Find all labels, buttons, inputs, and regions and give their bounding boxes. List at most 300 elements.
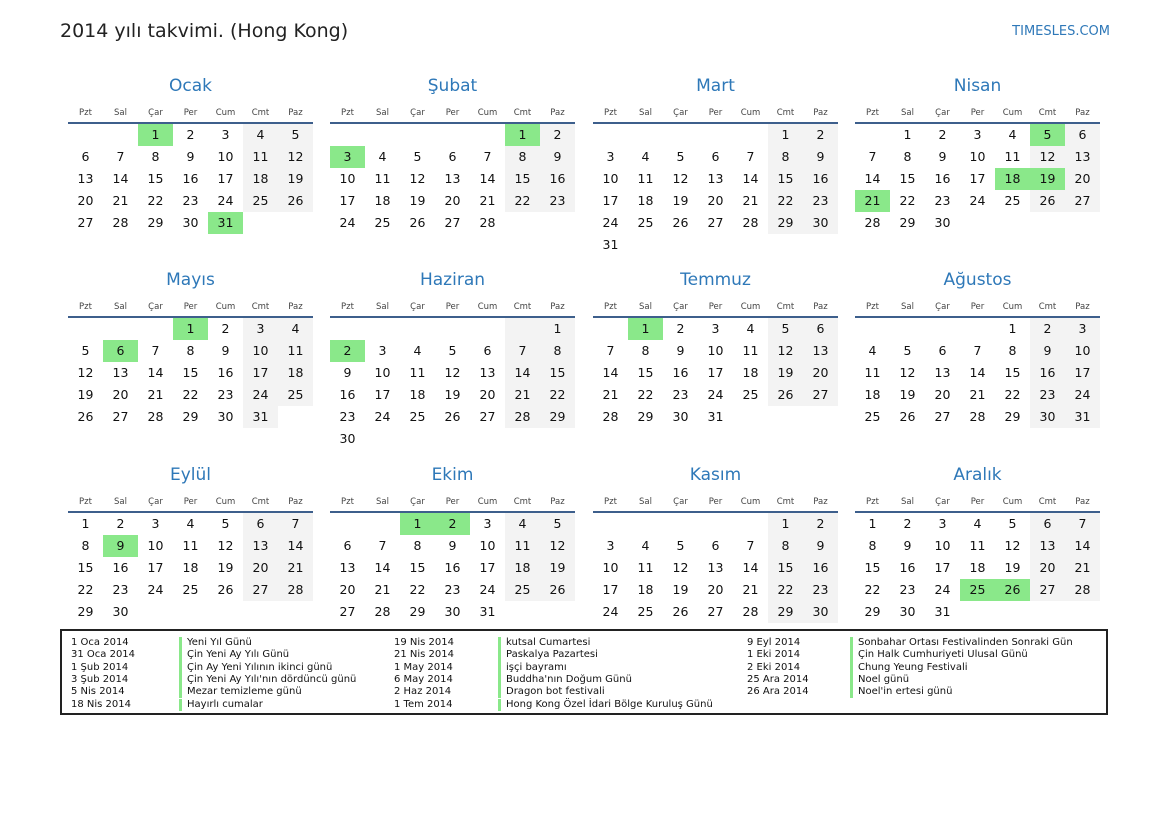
empty-cell bbox=[278, 601, 313, 623]
empty-cell bbox=[365, 513, 400, 535]
day-cell: 22 bbox=[637, 387, 654, 402]
legend-holiday-name: Paskalya Pazartesi bbox=[498, 649, 598, 661]
weekday-label: Paz bbox=[550, 108, 565, 118]
day-cell: 21 bbox=[479, 193, 496, 208]
day-cell: 1 bbox=[505, 124, 540, 146]
weekday-label: Pzt bbox=[866, 108, 879, 118]
day-cell: 11 bbox=[374, 171, 391, 186]
day-cell: 10 bbox=[479, 538, 496, 553]
day-cell: 16 bbox=[899, 560, 916, 575]
day-cell: 23 bbox=[182, 193, 199, 208]
day-cell: 4 bbox=[1008, 127, 1017, 142]
day-cell: 2 bbox=[186, 127, 195, 142]
weekday-header bbox=[330, 493, 575, 513]
empty-cell bbox=[400, 428, 435, 450]
day-cell: 15 bbox=[182, 365, 199, 380]
legend-holiday-name: Hong Kong Özel İdari Bölge Kuruluş Günü bbox=[498, 699, 713, 711]
day-cell: 18 bbox=[742, 365, 759, 380]
empty-cell bbox=[1030, 212, 1065, 234]
day-cell: 27 bbox=[707, 215, 724, 230]
month-name: Eylül bbox=[169, 465, 212, 485]
day-cell: 19 bbox=[540, 557, 575, 579]
legend-date: 2 Haz 2014 bbox=[394, 686, 452, 698]
day-cell: 30 bbox=[672, 409, 689, 424]
day-cell: 30 bbox=[803, 601, 838, 623]
legend-holiday-name: Hayırlı cumalar bbox=[179, 699, 263, 711]
month-3 bbox=[593, 72, 838, 256]
weekday-header bbox=[330, 104, 575, 124]
day-cell: 19 bbox=[444, 387, 461, 402]
legend-holiday-name: Mezar temizleme günü bbox=[179, 686, 302, 698]
legend-holiday-name: Noel'in ertesi günü bbox=[850, 686, 952, 698]
day-cell: 2 bbox=[676, 321, 685, 336]
day-cell: 17 bbox=[479, 560, 496, 575]
month-name: Şubat bbox=[427, 76, 478, 96]
day-cell: 11 bbox=[637, 560, 654, 575]
weekday-header bbox=[68, 493, 313, 513]
weekday-header bbox=[593, 298, 838, 318]
day-cell: 23 bbox=[803, 190, 838, 212]
weekday-label: Paz bbox=[288, 497, 303, 507]
day-cell: 18 bbox=[995, 168, 1030, 190]
weekday-header bbox=[593, 493, 838, 513]
month-name: Kasım bbox=[689, 465, 742, 485]
day-cell: 30 bbox=[112, 604, 129, 619]
day-cell: 27 bbox=[1065, 190, 1100, 212]
day-cell: 24 bbox=[374, 409, 391, 424]
weekday-header bbox=[68, 104, 313, 124]
day-cell: 6 bbox=[243, 513, 278, 535]
weekday-label: Pzt bbox=[341, 497, 354, 507]
day-cell: 8 bbox=[151, 149, 160, 164]
weekday-label: Cum bbox=[740, 108, 761, 118]
day-cell: 31 bbox=[707, 409, 724, 424]
weekday-label: Paz bbox=[813, 497, 828, 507]
day-cell: 12 bbox=[1030, 146, 1065, 168]
day-cell: 24 bbox=[969, 193, 986, 208]
day-cell: 23 bbox=[217, 387, 234, 402]
day-cell: 8 bbox=[540, 340, 575, 362]
day-cell: 11 bbox=[864, 365, 881, 380]
day-cell: 18 bbox=[182, 560, 199, 575]
empty-cell bbox=[855, 124, 890, 146]
day-cell: 15 bbox=[768, 168, 803, 190]
legend-date: 5 Nis 2014 bbox=[71, 686, 125, 698]
weekday-label: Per bbox=[183, 302, 198, 312]
day-cell: 21 bbox=[602, 387, 619, 402]
day-cell: 26 bbox=[672, 604, 689, 619]
day-cell: 14 bbox=[278, 535, 313, 557]
day-cell: 24 bbox=[243, 384, 278, 406]
day-cell: 11 bbox=[182, 538, 199, 553]
day-grid bbox=[593, 124, 838, 256]
empty-cell bbox=[243, 601, 278, 623]
empty-cell bbox=[593, 318, 628, 340]
day-cell: 23 bbox=[672, 387, 689, 402]
day-cell: 17 bbox=[217, 171, 234, 186]
day-cell: 19 bbox=[1004, 560, 1021, 575]
day-cell: 26 bbox=[444, 409, 461, 424]
weekday-label: Sal bbox=[114, 497, 127, 507]
day-cell: 6 bbox=[483, 343, 492, 358]
empty-cell bbox=[470, 124, 505, 146]
day-cell: 24 bbox=[602, 604, 619, 619]
day-cell: 13 bbox=[112, 365, 129, 380]
day-grid bbox=[593, 318, 838, 428]
day-cell: 2 bbox=[803, 513, 838, 535]
day-cell: 21 bbox=[505, 384, 540, 406]
weekday-label: Cum bbox=[215, 497, 236, 507]
day-cell: 8 bbox=[81, 538, 90, 553]
day-cell: 10 bbox=[339, 171, 356, 186]
day-cell: 20 bbox=[1065, 168, 1100, 190]
day-cell: 24 bbox=[707, 387, 724, 402]
day-cell: 12 bbox=[278, 146, 313, 168]
day-cell: 29 bbox=[864, 604, 881, 619]
day-cell: 17 bbox=[243, 362, 278, 384]
empty-cell bbox=[68, 318, 103, 340]
day-grid bbox=[68, 124, 313, 234]
weekday-label: Sal bbox=[901, 108, 914, 118]
day-cell: 5 bbox=[278, 124, 313, 146]
day-cell: 27 bbox=[77, 215, 94, 230]
day-cell: 13 bbox=[934, 365, 951, 380]
empty-cell bbox=[663, 124, 698, 146]
empty-cell bbox=[733, 124, 768, 146]
day-cell: 3 bbox=[1065, 318, 1100, 340]
month-name: Ocak bbox=[169, 76, 212, 96]
weekday-label: Pzt bbox=[604, 108, 617, 118]
day-grid bbox=[855, 318, 1100, 428]
legend-date: 2 Eki 2014 bbox=[747, 661, 801, 673]
legend-holiday-name: Yeni Yıl Günü bbox=[179, 637, 252, 649]
holiday-legend bbox=[60, 629, 1108, 715]
day-cell: 18 bbox=[969, 560, 986, 575]
day-cell: 2 bbox=[938, 127, 947, 142]
weekday-label: Sal bbox=[376, 302, 389, 312]
day-cell: 4 bbox=[746, 321, 755, 336]
day-cell: 8 bbox=[903, 149, 912, 164]
weekday-label: Per bbox=[445, 302, 460, 312]
day-cell: 4 bbox=[186, 516, 195, 531]
legend-date: 6 May 2014 bbox=[394, 673, 453, 685]
month-11 bbox=[593, 461, 838, 623]
empty-cell bbox=[365, 124, 400, 146]
day-cell: 14 bbox=[1065, 535, 1100, 557]
weekday-header bbox=[330, 298, 575, 318]
day-cell: 20 bbox=[803, 362, 838, 384]
day-cell: 20 bbox=[112, 387, 129, 402]
day-cell: 28 bbox=[112, 215, 129, 230]
day-cell: 12 bbox=[672, 171, 689, 186]
month-name: Temmuz bbox=[680, 270, 751, 290]
day-cell: 21 bbox=[112, 193, 129, 208]
day-cell: 3 bbox=[378, 343, 387, 358]
weekday-label: Sal bbox=[376, 497, 389, 507]
day-cell: 31 bbox=[934, 604, 951, 619]
day-cell: 7 bbox=[278, 513, 313, 535]
legend-date: 1 May 2014 bbox=[394, 661, 453, 673]
empty-cell bbox=[540, 428, 575, 450]
day-cell: 8 bbox=[641, 343, 650, 358]
empty-cell bbox=[960, 318, 995, 340]
day-cell: 22 bbox=[899, 193, 916, 208]
weekday-label: Pzt bbox=[604, 497, 617, 507]
month-name: Ağustos bbox=[943, 270, 1012, 290]
day-cell: 6 bbox=[803, 318, 838, 340]
month-7 bbox=[593, 266, 838, 428]
day-cell: 22 bbox=[77, 582, 94, 597]
day-cell: 5 bbox=[81, 343, 90, 358]
day-cell: 12 bbox=[217, 538, 234, 553]
day-cell: 11 bbox=[278, 340, 313, 362]
day-cell: 28 bbox=[374, 604, 391, 619]
day-cell: 12 bbox=[899, 365, 916, 380]
day-cell: 24 bbox=[217, 193, 234, 208]
day-cell: 16 bbox=[112, 560, 129, 575]
day-cell: 4 bbox=[868, 343, 877, 358]
day-cell: 25 bbox=[505, 579, 540, 601]
weekday-label: Çar bbox=[673, 302, 688, 312]
day-cell: 22 bbox=[768, 579, 803, 601]
day-cell: 20 bbox=[707, 193, 724, 208]
legend-date: 9 Eyl 2014 bbox=[747, 637, 801, 648]
empty-cell bbox=[768, 234, 803, 256]
day-cell: 20 bbox=[444, 193, 461, 208]
day-cell: 7 bbox=[606, 343, 615, 358]
month-2 bbox=[330, 72, 575, 234]
day-cell: 15 bbox=[768, 557, 803, 579]
day-cell: 6 bbox=[1065, 124, 1100, 146]
month-9 bbox=[68, 461, 313, 623]
day-cell: 27 bbox=[707, 604, 724, 619]
day-cell: 9 bbox=[221, 343, 230, 358]
day-cell: 25 bbox=[637, 604, 654, 619]
day-cell: 19 bbox=[672, 582, 689, 597]
empty-cell bbox=[1065, 212, 1100, 234]
day-cell: 3 bbox=[151, 516, 160, 531]
day-grid bbox=[855, 124, 1100, 234]
empty-cell bbox=[173, 601, 208, 623]
month-name: Haziran bbox=[419, 270, 486, 290]
month-name: Aralık bbox=[953, 465, 1002, 485]
weekday-label: Per bbox=[183, 108, 198, 118]
day-cell: 9 bbox=[676, 343, 685, 358]
weekday-label: Pzt bbox=[79, 302, 92, 312]
day-cell: 23 bbox=[899, 582, 916, 597]
month-name: Nisan bbox=[953, 76, 1002, 96]
empty-cell bbox=[628, 234, 663, 256]
day-cell: 10 bbox=[1065, 340, 1100, 362]
day-cell: 13 bbox=[1065, 146, 1100, 168]
weekday-label: Cmt bbox=[251, 497, 270, 507]
empty-cell bbox=[138, 601, 173, 623]
day-cell: 19 bbox=[1030, 168, 1065, 190]
day-cell: 28 bbox=[742, 604, 759, 619]
day-cell: 18 bbox=[374, 193, 391, 208]
day-cell: 16 bbox=[540, 168, 575, 190]
day-cell: 25 bbox=[1004, 193, 1021, 208]
day-cell: 11 bbox=[409, 365, 426, 380]
day-cell: 1 bbox=[768, 513, 803, 535]
legend-holiday-name: Çin Halk Cumhuriyeti Ulusal Günü bbox=[850, 649, 1028, 661]
empty-cell bbox=[470, 318, 505, 340]
day-cell: 3 bbox=[938, 516, 947, 531]
day-cell: 20 bbox=[243, 557, 278, 579]
day-cell: 5 bbox=[448, 343, 457, 358]
day-cell: 12 bbox=[768, 340, 803, 362]
weekday-label: Sal bbox=[114, 302, 127, 312]
weekday-label: Per bbox=[445, 108, 460, 118]
day-grid bbox=[68, 513, 313, 623]
day-cell: 22 bbox=[147, 193, 164, 208]
day-grid bbox=[855, 513, 1100, 623]
day-cell: 4 bbox=[641, 538, 650, 553]
weekday-label: Sal bbox=[114, 108, 127, 118]
day-cell: 23 bbox=[444, 582, 461, 597]
day-cell: 26 bbox=[540, 579, 575, 601]
legend-holiday-name: Buddha'nın Doğum Günü bbox=[498, 674, 632, 686]
weekday-label: Paz bbox=[813, 302, 828, 312]
day-cell: 2 bbox=[803, 124, 838, 146]
weekday-label: Sal bbox=[901, 302, 914, 312]
day-cell: 21 bbox=[278, 557, 313, 579]
legend-holiday-name: Sonbahar Ortası Festivalinden Sonraki Gün bbox=[850, 637, 1073, 649]
day-cell: 16 bbox=[339, 387, 356, 402]
empty-cell bbox=[103, 318, 138, 340]
day-cell: 13 bbox=[707, 171, 724, 186]
day-cell: 10 bbox=[602, 560, 619, 575]
month-6 bbox=[330, 266, 575, 450]
day-cell: 13 bbox=[803, 340, 838, 362]
weekday-label: Çar bbox=[410, 108, 425, 118]
weekday-label: Per bbox=[970, 302, 985, 312]
day-cell: 3 bbox=[606, 538, 615, 553]
day-cell: 26 bbox=[409, 215, 426, 230]
day-cell: 19 bbox=[217, 560, 234, 575]
empty-cell bbox=[103, 124, 138, 146]
day-cell: 30 bbox=[182, 215, 199, 230]
month-1 bbox=[68, 72, 313, 234]
empty-cell bbox=[698, 124, 733, 146]
weekday-label: Çar bbox=[410, 302, 425, 312]
day-cell: 1 bbox=[768, 124, 803, 146]
day-cell: 14 bbox=[864, 171, 881, 186]
weekday-label: Per bbox=[445, 497, 460, 507]
day-cell: 25 bbox=[409, 409, 426, 424]
day-cell: 29 bbox=[768, 212, 803, 234]
day-cell: 18 bbox=[864, 387, 881, 402]
weekday-label: Cum bbox=[215, 108, 236, 118]
weekday-label: Sal bbox=[901, 497, 914, 507]
empty-cell bbox=[663, 513, 698, 535]
day-cell: 9 bbox=[903, 538, 912, 553]
day-cell: 4 bbox=[413, 343, 422, 358]
day-cell: 27 bbox=[444, 215, 461, 230]
weekday-label: Sal bbox=[639, 302, 652, 312]
month-name: Mart bbox=[696, 76, 735, 96]
empty-cell bbox=[365, 428, 400, 450]
day-cell: 22 bbox=[409, 582, 426, 597]
empty-cell bbox=[803, 406, 838, 428]
weekday-label: Pzt bbox=[604, 302, 617, 312]
weekday-label: Paz bbox=[1075, 108, 1090, 118]
weekday-label: Per bbox=[183, 497, 198, 507]
weekday-label: Per bbox=[970, 108, 985, 118]
day-cell: 17 bbox=[339, 193, 356, 208]
day-cell: 9 bbox=[803, 146, 838, 168]
day-cell: 7 bbox=[746, 538, 755, 553]
day-cell: 15 bbox=[899, 171, 916, 186]
empty-cell bbox=[400, 124, 435, 146]
empty-cell bbox=[505, 318, 540, 340]
day-cell: 15 bbox=[540, 362, 575, 384]
day-cell: 2 bbox=[903, 516, 912, 531]
day-cell: 24 bbox=[1065, 384, 1100, 406]
weekday-label: Çar bbox=[148, 302, 163, 312]
day-cell: 7 bbox=[116, 149, 125, 164]
empty-cell bbox=[733, 513, 768, 535]
day-cell: 22 bbox=[540, 384, 575, 406]
day-cell: 5 bbox=[676, 538, 685, 553]
weekday-header bbox=[593, 104, 838, 124]
legend-date: 25 Ara 2014 bbox=[747, 673, 809, 685]
day-cell: 6 bbox=[938, 343, 947, 358]
day-cell: 23 bbox=[339, 409, 356, 424]
month-name: Ekim bbox=[431, 465, 474, 485]
day-cell: 17 bbox=[969, 171, 986, 186]
day-cell: 21 bbox=[374, 582, 391, 597]
day-cell: 16 bbox=[803, 557, 838, 579]
day-cell: 19 bbox=[768, 362, 803, 384]
day-cell: 30 bbox=[1030, 406, 1065, 428]
day-cell: 14 bbox=[969, 365, 986, 380]
day-cell: 29 bbox=[637, 409, 654, 424]
legend-date: 21 Nis 2014 bbox=[394, 649, 454, 661]
day-cell: 17 bbox=[602, 193, 619, 208]
day-cell: 18 bbox=[278, 362, 313, 384]
day-cell: 21 bbox=[969, 387, 986, 402]
day-cell: 31 bbox=[602, 237, 619, 252]
weekday-label: Cmt bbox=[1038, 497, 1057, 507]
empty-cell bbox=[663, 234, 698, 256]
weekday-label: Pzt bbox=[79, 108, 92, 118]
weekday-label: Sal bbox=[639, 497, 652, 507]
day-cell: 1 bbox=[1008, 321, 1017, 336]
day-cell: 16 bbox=[934, 171, 951, 186]
day-cell: 8 bbox=[413, 538, 422, 553]
empty-cell bbox=[628, 124, 663, 146]
day-cell: 7 bbox=[746, 149, 755, 164]
day-cell: 5 bbox=[1008, 516, 1017, 531]
weekday-label: Cmt bbox=[513, 108, 532, 118]
weekday-label: Çar bbox=[673, 108, 688, 118]
day-cell: 20 bbox=[707, 582, 724, 597]
day-cell: 15 bbox=[77, 560, 94, 575]
weekday-label: Cmt bbox=[251, 108, 270, 118]
day-cell: 11 bbox=[969, 538, 986, 553]
day-cell: 10 bbox=[217, 149, 234, 164]
brand-link[interactable]: TIMESLES.COM bbox=[1012, 24, 1110, 39]
weekday-label: Çar bbox=[935, 108, 950, 118]
month-4 bbox=[855, 72, 1100, 234]
day-cell: 28 bbox=[1065, 579, 1100, 601]
day-cell: 23 bbox=[803, 579, 838, 601]
weekday-label: Paz bbox=[288, 302, 303, 312]
day-cell: 17 bbox=[374, 387, 391, 402]
day-cell: 10 bbox=[602, 171, 619, 186]
weekday-label: Pzt bbox=[866, 302, 879, 312]
